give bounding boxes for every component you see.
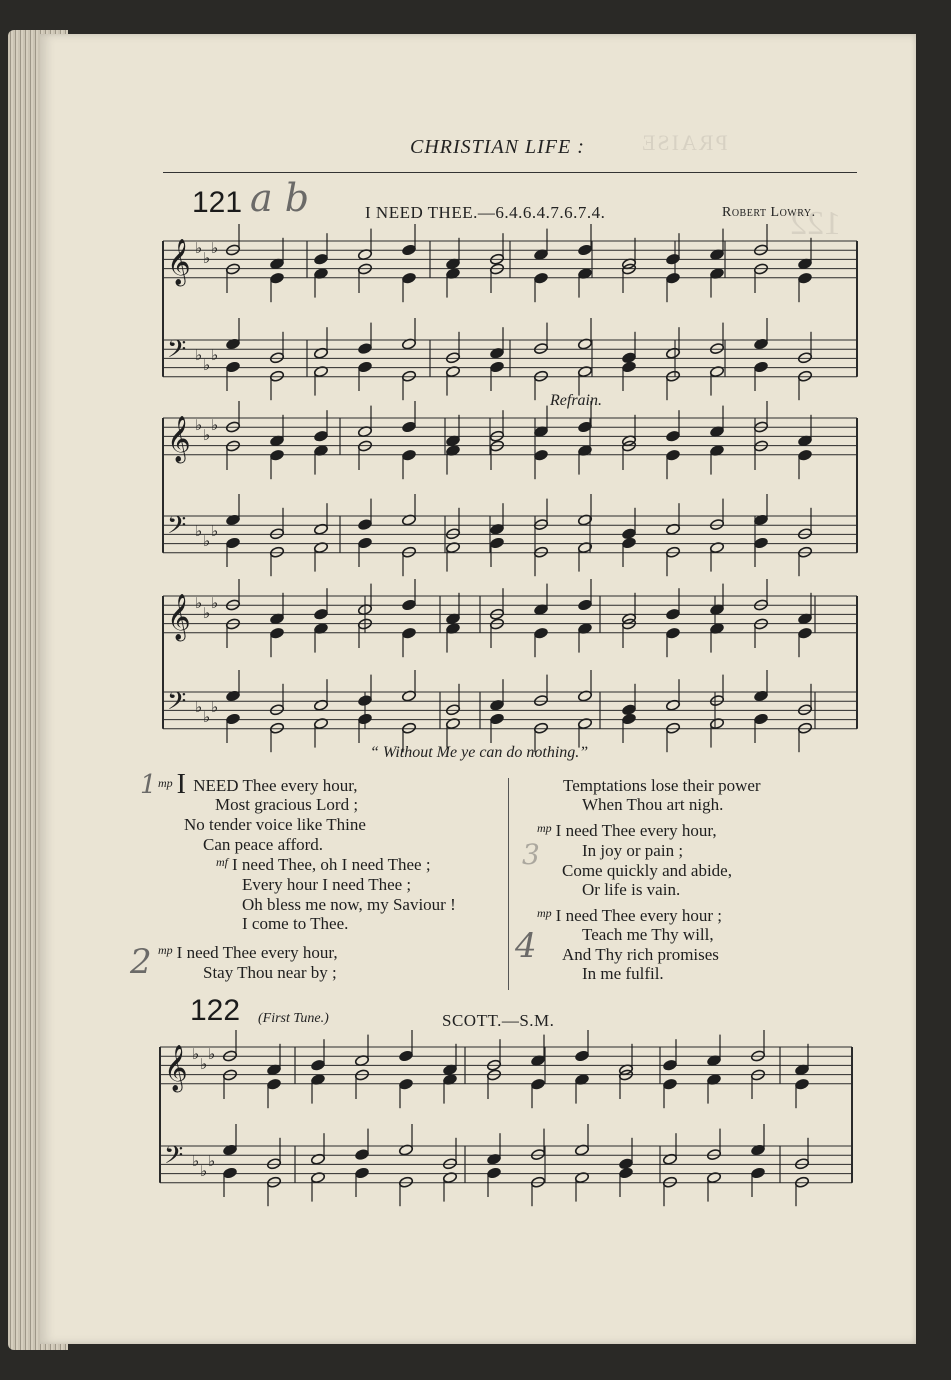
note-head	[797, 449, 812, 461]
note-head	[313, 253, 328, 265]
note-head	[665, 608, 680, 620]
verse-line: I come to Thee.	[242, 914, 349, 933]
note-head	[621, 713, 636, 725]
note-head	[665, 370, 680, 382]
clef-glyph: ♭	[203, 249, 211, 267]
note-head	[533, 449, 548, 461]
clef-glyph: 𝄢	[167, 511, 187, 546]
pencil-verse-number: 4	[515, 926, 537, 966]
note-head	[533, 272, 548, 284]
note-head	[797, 627, 812, 639]
clef-glyph: ♭	[211, 416, 219, 434]
note-head	[794, 1176, 809, 1188]
note-head	[266, 1158, 281, 1170]
verse-line: And Thy rich promises	[562, 945, 719, 964]
note-head	[445, 352, 460, 364]
note-head	[794, 1078, 809, 1090]
note-head	[665, 430, 680, 442]
note-head	[750, 1167, 765, 1179]
verse-line	[537, 906, 722, 926]
note-head	[398, 1050, 413, 1062]
note-head	[662, 1059, 677, 1071]
verse-line: In me fulfil.	[582, 964, 664, 983]
verse-text: I need Thee every hour,	[555, 821, 717, 840]
note-head	[445, 528, 460, 540]
note-head	[266, 1078, 281, 1090]
note-head	[665, 722, 680, 734]
note-head	[662, 1078, 677, 1090]
note-head	[266, 1176, 281, 1188]
verse-line: Most gracious Lord ;	[215, 795, 359, 814]
clef-glyph: ♭	[195, 522, 203, 540]
note-head	[401, 370, 416, 382]
bleed-through-text: PRAISE	[640, 130, 728, 155]
clef-glyph: ♭	[195, 698, 203, 716]
verse-line	[537, 821, 717, 841]
note-head	[530, 1078, 545, 1090]
note-head	[665, 272, 680, 284]
clef-glyph: ♭	[211, 698, 219, 716]
note-head	[533, 627, 548, 639]
note-head	[574, 1050, 589, 1062]
clef-glyph: 𝄞	[167, 416, 191, 462]
note-head	[269, 546, 284, 558]
verse-line	[216, 855, 431, 875]
note-head	[753, 537, 768, 549]
note-head	[709, 342, 724, 354]
verse-line: No tender voice like Thine	[184, 815, 366, 834]
note-head	[665, 546, 680, 558]
note-head	[401, 627, 416, 639]
note-head	[269, 704, 284, 716]
clef-glyph: ♭	[211, 522, 219, 540]
hymn-122-tune-note: (First Tune.)	[258, 1011, 329, 1026]
clef-glyph: ♭	[203, 532, 211, 550]
note-head	[486, 1167, 501, 1179]
note-head	[357, 361, 372, 373]
clef-glyph: ♭	[211, 239, 219, 257]
note-head	[665, 253, 680, 265]
note-head	[709, 694, 724, 706]
verse-text: I need Thee every hour ;	[555, 906, 722, 925]
verse-line: Every hour I need Thee ;	[242, 875, 412, 894]
hymn-121-author: Robert Lowry.	[722, 205, 816, 220]
note-head	[357, 518, 372, 530]
clef-glyph: 𝄢	[167, 687, 187, 722]
verse-line: Teach me Thy will,	[582, 925, 714, 944]
note-head	[665, 449, 680, 461]
verse-text: I need Thee, oh I need Thee ;	[232, 855, 431, 874]
column-divider	[508, 778, 509, 990]
verse-line: Or life is vain.	[582, 880, 681, 899]
note-head	[269, 449, 284, 461]
epigraph: “ Without Me ye can do nothing.”	[370, 744, 589, 761]
note-head	[489, 361, 504, 373]
clef-glyph: ♭	[208, 1152, 216, 1170]
verse-line: Oh bless me now, my Saviour !	[242, 895, 456, 914]
clef-glyph: ♭	[195, 346, 203, 364]
note-head	[310, 1059, 325, 1071]
pencil-annotation-ab: a b	[250, 176, 310, 220]
note-head	[665, 627, 680, 639]
verse-text: NEED Thee every hour,	[189, 776, 358, 795]
note-head	[794, 1158, 809, 1170]
note-head	[533, 694, 548, 706]
note-head	[269, 370, 284, 382]
note-head	[621, 537, 636, 549]
note-head	[225, 537, 240, 549]
clef-glyph: 𝄞	[164, 1045, 188, 1091]
note-head	[354, 1148, 369, 1160]
note-head	[533, 518, 548, 530]
note-head	[489, 537, 504, 549]
clef-glyph: ♭	[203, 426, 211, 444]
verse-text: I need Thee every hour,	[176, 943, 338, 962]
verse-line: When Thou art nigh.	[582, 795, 724, 814]
note-head	[269, 352, 284, 364]
note-head	[225, 361, 240, 373]
dynamic-mark: mp	[537, 821, 552, 835]
note-head	[533, 546, 548, 558]
clef-glyph: 𝄞	[167, 594, 191, 640]
clef-signs	[164, 239, 218, 1180]
clef-glyph: ♭	[200, 1162, 208, 1180]
note-head	[225, 713, 240, 725]
note-head	[618, 1158, 633, 1170]
clef-glyph: ♭	[192, 1152, 200, 1170]
note-head	[445, 704, 460, 716]
note-head	[269, 528, 284, 540]
clef-glyph: 𝄢	[164, 1141, 184, 1176]
verse-line: In joy or pain ;	[582, 841, 684, 860]
dynamic-mark: mp	[537, 906, 552, 920]
note-head	[222, 1167, 237, 1179]
note-head	[401, 449, 416, 461]
clef-glyph: ♭	[203, 604, 211, 622]
note-head	[398, 1078, 413, 1090]
clef-glyph: ♭	[200, 1055, 208, 1073]
clef-glyph: ♭	[208, 1045, 216, 1063]
note-head	[797, 370, 812, 382]
note-head	[357, 342, 372, 354]
note-head	[621, 528, 636, 540]
note-head	[530, 1176, 545, 1188]
dynamic-mark: mp	[158, 776, 173, 790]
note-head	[797, 704, 812, 716]
hymn-122-title: SCOTT.—S.M.	[442, 1011, 555, 1030]
note-head	[706, 1148, 721, 1160]
note-head	[357, 537, 372, 549]
clef-glyph: 𝄢	[167, 335, 187, 370]
verse-line	[158, 943, 338, 963]
verse-line: Temptations lose their power	[563, 776, 761, 795]
drop-cap: I	[176, 769, 186, 800]
clef-glyph: ♭	[203, 708, 211, 726]
note-head	[354, 1167, 369, 1179]
note-head	[753, 713, 768, 725]
note-head	[621, 704, 636, 716]
clef-glyph: ♭	[195, 594, 203, 612]
note-head	[533, 342, 548, 354]
note-head	[753, 361, 768, 373]
clef-glyph: ♭	[211, 594, 219, 612]
pencil-verse-number: 1	[140, 770, 157, 800]
verse-line: Come quickly and abide,	[562, 861, 732, 880]
hymn-121-number: 121	[192, 186, 243, 219]
note-head	[313, 430, 328, 442]
hymn-121-title: I NEED THEE.—6.4.6.4.7.6.7.4.	[365, 203, 606, 222]
note-head	[401, 722, 416, 734]
note-head	[357, 694, 372, 706]
note-head	[577, 244, 592, 256]
verse-line: Stay Thou near by ;	[203, 963, 337, 982]
note-head	[530, 1148, 545, 1160]
note-head	[401, 244, 416, 256]
pencil-verse-number: 3	[522, 838, 540, 871]
running-head: CHRISTIAN LIFE :	[410, 136, 585, 158]
note-head	[621, 352, 636, 364]
note-head	[618, 1167, 633, 1179]
note-head	[489, 713, 504, 725]
note-heads	[222, 224, 812, 1206]
clef-glyph: ♭	[195, 239, 203, 257]
clef-glyph: 𝄞	[167, 239, 191, 285]
note-head	[269, 722, 284, 734]
verse-line	[158, 769, 358, 800]
note-head	[269, 627, 284, 639]
note-head	[797, 546, 812, 558]
clef-glyph: ♭	[211, 346, 219, 364]
dynamic-mark: mf	[216, 855, 228, 869]
note-head	[662, 1176, 677, 1188]
note-head	[577, 599, 592, 611]
clef-glyph: ♭	[192, 1045, 200, 1063]
note-head	[442, 1158, 457, 1170]
hymn-122-number: 122	[190, 994, 241, 1027]
note-head	[533, 722, 548, 734]
note-head	[533, 370, 548, 382]
note-head	[401, 599, 416, 611]
note-head	[797, 722, 812, 734]
note-head	[401, 421, 416, 433]
note-head	[401, 272, 416, 284]
note-head	[797, 272, 812, 284]
clef-glyph: ♭	[195, 416, 203, 434]
verse-line: Can peace afford.	[203, 835, 324, 854]
bleed-through-number: 122	[790, 205, 841, 242]
note-head	[621, 361, 636, 373]
note-head	[313, 608, 328, 620]
note-head	[401, 546, 416, 558]
note-head	[357, 713, 372, 725]
dynamic-mark: mp	[158, 943, 173, 957]
staff-lines	[160, 241, 857, 1183]
note-head	[269, 272, 284, 284]
pencil-verse-number: 2	[130, 942, 152, 982]
note-head	[709, 518, 724, 530]
refrain-label: Refrain.	[550, 392, 602, 409]
note-head	[797, 352, 812, 364]
note-head	[797, 528, 812, 540]
clef-glyph: ♭	[203, 356, 211, 374]
note-head	[398, 1176, 413, 1188]
